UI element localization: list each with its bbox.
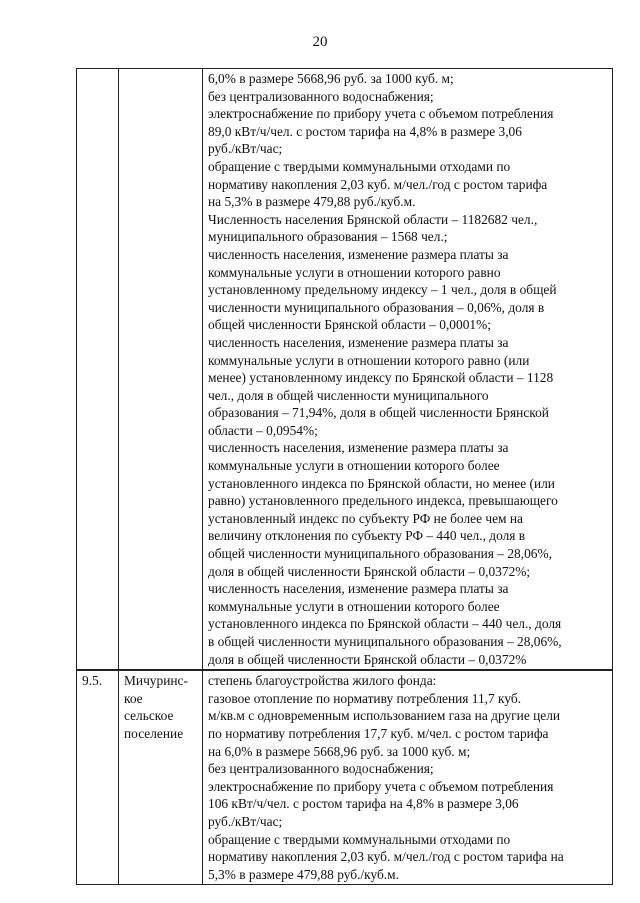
settlement-name-line: поселение bbox=[124, 725, 184, 741]
text-line: в общей численности муниципального образования – 28,06%, bbox=[208, 634, 562, 649]
settlement-name-cell bbox=[119, 69, 203, 671]
text-line: 106 кВт/ч/чел. с ростом тарифа на 4,8% в размере 3,06 bbox=[208, 796, 519, 812]
settlement-name-line: кое bbox=[124, 690, 143, 706]
text-line: общей численности Брянской области – 0,0001%; bbox=[208, 317, 491, 333]
text-line: м/кв.м с одновременным использованием газа на другие цели bbox=[208, 708, 561, 724]
text-line: электроснабжение по прибору учета с объемом потребления bbox=[208, 778, 554, 794]
text-line: коммунальные услуги в отношении которого более bbox=[208, 598, 500, 614]
text-line: доля в общей численности Брянской области – 0,0372% bbox=[208, 651, 527, 667]
text-line: электроснабжение по прибору учета с объемом потребления bbox=[208, 106, 554, 122]
text-line: численность населения, изменение размера платы за bbox=[208, 440, 509, 456]
text-line: обращение с твердыми коммунальными отходами по bbox=[208, 158, 511, 174]
text-line: доля в общей численности Брянской области – 0,0372%; bbox=[208, 563, 531, 579]
text-line: обращение с твердыми коммунальными отходами по bbox=[208, 831, 511, 847]
text-line: без централизованного водоснабжения; bbox=[208, 88, 434, 104]
text-line: муниципального образования – 1568 чел.; bbox=[208, 229, 448, 245]
text-line: 89,0 кВт/ч/чел. с ростом тарифа на 4,8% в размере 3,06 bbox=[208, 123, 522, 139]
table-row bbox=[77, 670, 613, 885]
text-line: чел., доля в общей численности муниципального bbox=[208, 387, 489, 403]
text-line: численность населения, изменение размера платы за bbox=[208, 246, 509, 262]
text-line: менее) установленному индексу по Брянской области – 1128 bbox=[208, 370, 554, 386]
text-line: на 5,3% в размере 479,88 руб./куб.м. bbox=[208, 194, 416, 210]
data-table bbox=[76, 68, 613, 885]
text-line: численности муниципального образования – 0,06%, доля в bbox=[208, 299, 545, 315]
text-line: коммунальные услуги в отношении которого равно bbox=[208, 264, 501, 280]
text-line: численность населения, изменение размера платы за bbox=[208, 334, 509, 350]
text-line: образования – 71,94%, доля в общей численности Брянской bbox=[208, 405, 549, 421]
text-line: коммунальные услуги в отношении которого равно (или bbox=[208, 352, 530, 368]
text-line: 6,0% в размере 5668,96 руб. за 1000 куб. м; bbox=[208, 71, 454, 86]
text-line: по нормативу потребления 17,7 куб. м/чел. с ростом тарифа bbox=[208, 725, 549, 741]
text-line: установленный индекс по субъекту РФ не более чем на bbox=[208, 510, 523, 526]
text-line: установленного индекса по Брянской области, но менее (или bbox=[208, 475, 555, 491]
text-line: равно) установленного предельного индекса, превышающего bbox=[208, 493, 558, 509]
text-line: газовое отопление по нормативу потребления 11,7 куб. bbox=[208, 690, 522, 706]
text-line: степень благоустройства жилого фонда: bbox=[208, 673, 437, 689]
description-cell bbox=[203, 69, 613, 671]
page-number: 20 bbox=[312, 34, 328, 50]
text-line: 5,3% в размере 479,88 руб./куб.м. bbox=[208, 866, 399, 882]
row-number-cell: 9.5. bbox=[77, 670, 119, 885]
settlement-name-line: сельское bbox=[124, 708, 174, 724]
text-line: коммунальные услуги в отношении которого более bbox=[208, 458, 500, 474]
table-row bbox=[77, 69, 613, 671]
text-line: величину отклонения по субъекту РФ – 440 чел., доля в bbox=[208, 528, 526, 544]
settlement-name-cell bbox=[119, 670, 203, 885]
text-line: установленному предельному индексу – 1 чел., доля в общей bbox=[208, 282, 557, 298]
text-line: нормативу накопления 2,03 куб. м/чел./год с ростом тарифа bbox=[208, 176, 548, 192]
text-line: Численность населения Брянской области – 1182682 чел., bbox=[208, 211, 538, 227]
text-line: на 6,0% в размере 5668,96 руб. за 1000 куб. м; bbox=[208, 743, 471, 759]
text-line: численность населения, изменение размера платы за bbox=[208, 581, 509, 597]
text-line: руб./кВт/час; bbox=[208, 141, 283, 157]
text-line: установленного индекса по Брянской области – 440 чел., доля bbox=[208, 616, 562, 632]
text-line: руб./кВт/час; bbox=[208, 813, 283, 829]
row-number-cell bbox=[77, 69, 119, 671]
text-line: нормативу накопления 2,03 куб. м/чел./год с ростом тарифа на bbox=[208, 849, 564, 865]
text-line: области – 0,0954%; bbox=[208, 422, 318, 438]
description-cell bbox=[203, 670, 613, 885]
text-line: без централизованного водоснабжения; bbox=[208, 761, 434, 777]
text-line: общей численности муниципального образования – 28,06%, bbox=[208, 546, 552, 562]
settlement-name-line: Мичуринс- bbox=[124, 673, 188, 689]
